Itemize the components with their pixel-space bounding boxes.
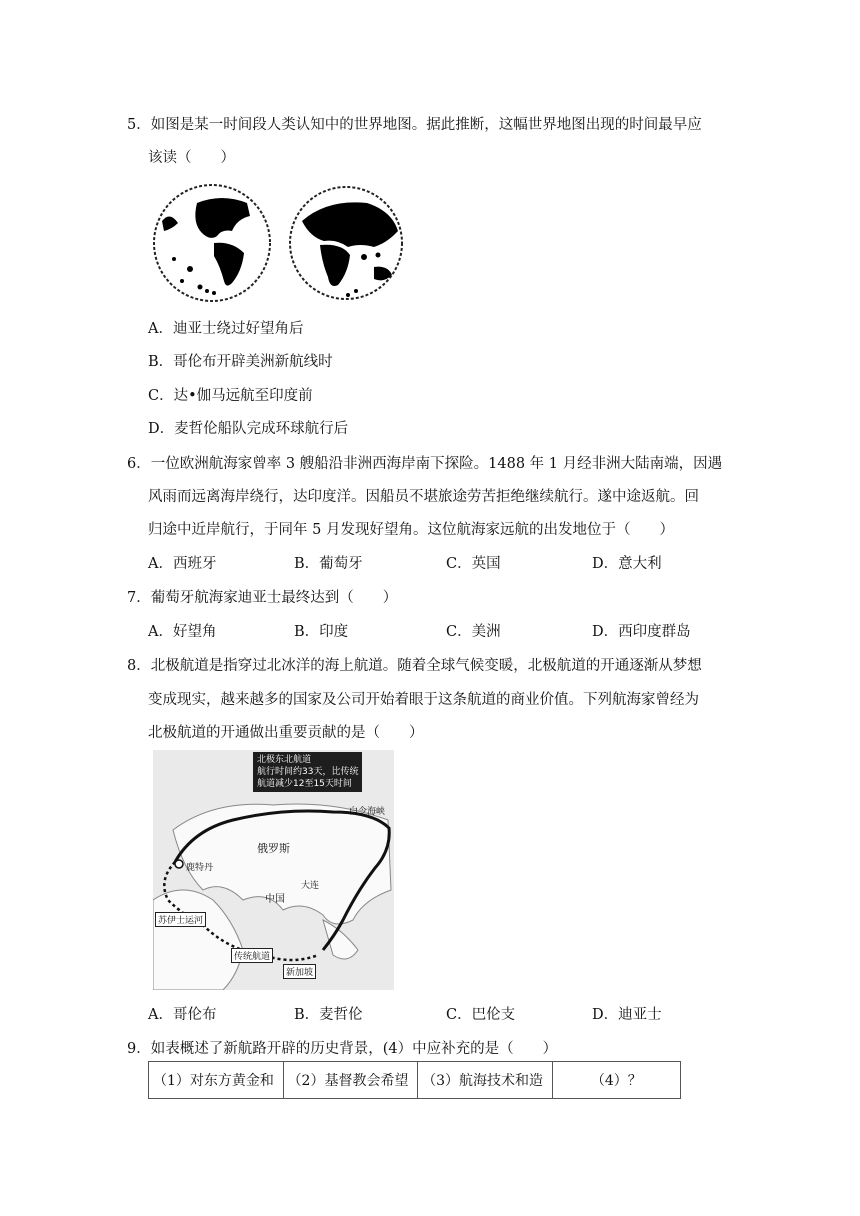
route-label-line3: 航道减少12至15天时间 xyxy=(257,779,352,789)
table-cell-1: （1）对东方黄金和 xyxy=(149,1062,284,1099)
q6-option-c[interactable]: C．英国 xyxy=(446,556,501,572)
q9-stem: 9．如表概述了新航路开辟的历史背景，(4）中应补充的是（ ） xyxy=(127,1041,558,1057)
route-label-line1: 北极东北航道 xyxy=(257,755,312,765)
q8-option-b[interactable]: B．麦哲伦 xyxy=(294,1007,363,1023)
background-table xyxy=(148,1061,681,1099)
world-map-figure xyxy=(152,181,406,307)
route-label-line2: 航行时间约33天，比传统 xyxy=(257,767,359,777)
northeast-route-label xyxy=(253,752,362,792)
q7-option-a[interactable]: A．好望角 xyxy=(148,624,217,640)
q5-option-a[interactable]: A．迪亚士绕过好望角后 xyxy=(148,321,304,337)
russia-label: 俄罗斯 xyxy=(257,842,290,855)
q6-option-b[interactable]: B．葡萄牙 xyxy=(294,556,363,572)
dalian-label: 大连 xyxy=(301,881,320,891)
arctic-route-map xyxy=(153,750,394,990)
q5-option-b[interactable]: B．哥伦布开辟美洲新航线时 xyxy=(148,354,333,370)
q7-stem: 7．葡萄牙航海家迪亚士最终达到（ ） xyxy=(127,590,398,606)
q5-stem-line1: 5．如图是某一时间段人类认知中的世界地图。据此推断，这幅世界地图出现的时间最早应 xyxy=(127,117,702,133)
q8-stem-line2: 变成现实，越来越多的国家及公司开始着眼于这条航道的商业价值。下列航海家曾经为 xyxy=(148,692,699,708)
q5-stem-line2: 该读（ ） xyxy=(148,150,235,166)
q8-stem-line1: 8．北极航道是指穿过北冰洋的海上航道。随着全球气候变暖，北极航道的开通逐渐从梦想 xyxy=(127,658,702,674)
q8-option-a[interactable]: A．哥伦布 xyxy=(148,1007,217,1023)
table-cell-3: （3）航海技术和造 xyxy=(418,1062,553,1099)
q8-option-d[interactable]: D．迪亚士 xyxy=(592,1007,662,1023)
q7-option-b[interactable]: B．印度 xyxy=(294,624,349,640)
table-cell-4: （4）？ xyxy=(552,1062,680,1099)
q7-option-d[interactable]: D．西印度群岛 xyxy=(592,624,691,640)
q6-option-d[interactable]: D．意大利 xyxy=(592,556,662,572)
table-cell-2: （2）基督教会希望 xyxy=(283,1062,418,1099)
singapore-label: 新加坡 xyxy=(283,964,316,979)
q8-stem-line3: 北极航道的开通做出重要贡献的是（ ） xyxy=(148,725,424,741)
traditional-route-label: 传统航道 xyxy=(231,948,273,963)
q6-stem-line1: 6．一位欧洲航海家曾率 3 艘船沿非洲西海岸南下探险。1488 年 1 月经非洲大陆南端，因遇 xyxy=(127,456,723,472)
china-label: 中国 xyxy=(265,894,285,905)
q5-option-d[interactable]: D．麦哲伦船队完成环球航行后 xyxy=(148,421,349,437)
q5-option-c[interactable]: C．达•伽马远航至印度前 xyxy=(148,388,313,404)
q7-option-c[interactable]: C．美洲 xyxy=(446,624,501,640)
rotterdam-marker xyxy=(175,860,183,868)
q8-option-c[interactable]: C．巴伦支 xyxy=(446,1007,516,1023)
q6-stem-line2: 风雨而远离海岸绕行，达印度洋。因船员不堪旅途劳苦拒绝继续航行。遂中途返航。回 xyxy=(148,489,699,505)
suez-canal-label: 苏伊士运河 xyxy=(155,912,206,927)
q6-option-a[interactable]: A．西班牙 xyxy=(148,556,217,572)
bering-strait-label: 白令海峡 xyxy=(349,807,386,817)
rotterdam-label: 鹿特丹 xyxy=(186,863,214,873)
q6-stem-line3: 归途中近岸航行，于同年 5 月发现好望角。这位航海家远航的出发地位于（ ） xyxy=(148,522,674,538)
